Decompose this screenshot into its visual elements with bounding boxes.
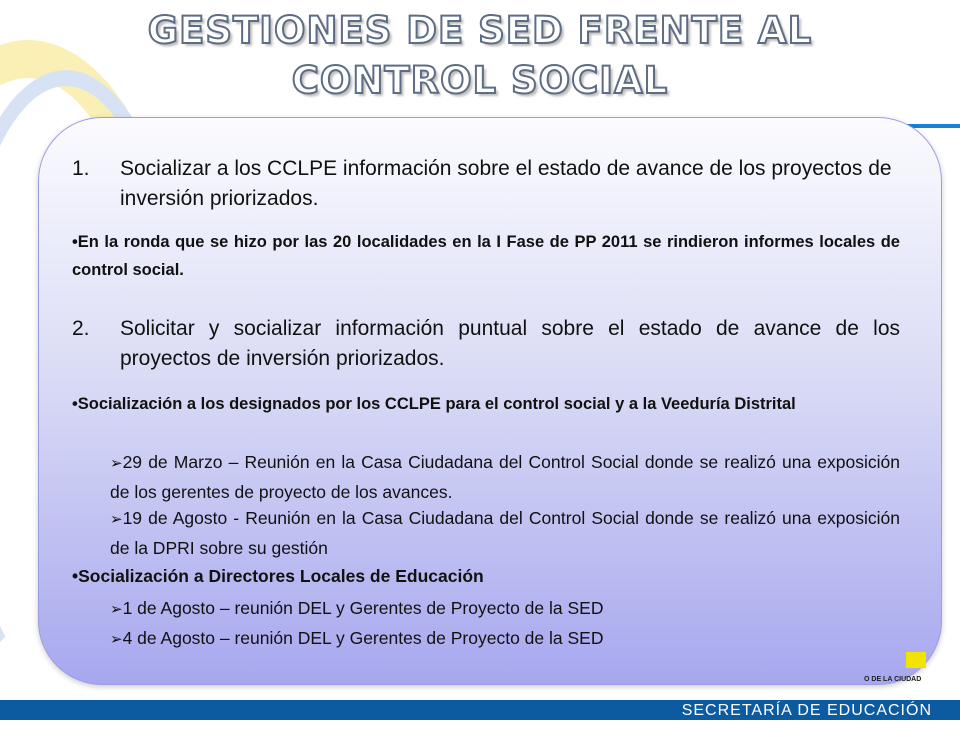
sub-item-text: 19 de Agosto - Reunión en la Casa Ciudadana del Control Social donde se realizó una exposición de la DPRI sobre su gestión <box>110 508 900 558</box>
slide-title: GESTIONES DE SED FRENTE AL CONTROL SOCIAL <box>147 9 813 102</box>
sub-item-1-agosto <box>110 594 900 624</box>
sub-item-text: 29 de Marzo – Reunión en la Casa Ciudadana del Control Social donde se realizó una exposición de los gerentes de proyecto de los avances. <box>110 452 900 502</box>
arrow-bullet-icon: ➢ <box>110 631 123 648</box>
item-number: 1. <box>72 157 90 180</box>
bullet-ronda: •En la ronda que se hizo por las 20 localidades en la I Fase de PP 2011 se rindieron informes locales de control social. <box>72 233 900 279</box>
bullet-directores-locales: •Socialización a Directores Locales de Educación <box>72 566 484 586</box>
logo-mark <box>906 652 926 668</box>
logo-caption: O DE LA CIUDAD <box>864 676 922 683</box>
sub-item-4-agosto <box>110 624 900 654</box>
item-text: Solicitar y socializar información puntual sobre el estado de avance de los proyectos de inversión priorizados. <box>120 317 900 370</box>
sub-item-29-marzo <box>110 448 900 506</box>
numbered-item-1 <box>72 154 900 214</box>
arrow-bullet-icon: ➢ <box>110 455 123 472</box>
sub-item-text: 1 de Agosto – reunión DEL y Gerentes de Proyecto de la SED <box>122 598 604 618</box>
sub-item-19-agosto <box>110 504 900 562</box>
numbered-item-2 <box>72 314 900 374</box>
arrow-bullet-icon: ➢ <box>110 511 123 528</box>
item-number: 2. <box>72 317 90 340</box>
sub-item-text: 4 de Agosto – reunión DEL y Gerentes de Proyecto de la SED <box>122 628 604 648</box>
item-text: Socializar a los CCLPE información sobre el estado de avance de los proyectos de inversión priorizados. <box>120 157 892 210</box>
bullet-socializacion-designados: •Socialización a los designados por los CCLPE para el control social y a la Veeduría Distrital <box>72 395 796 413</box>
arrow-bullet-icon: ➢ <box>110 601 123 618</box>
footer-org-name: SECRETARÍA DE EDUCACIÓN <box>681 702 932 719</box>
